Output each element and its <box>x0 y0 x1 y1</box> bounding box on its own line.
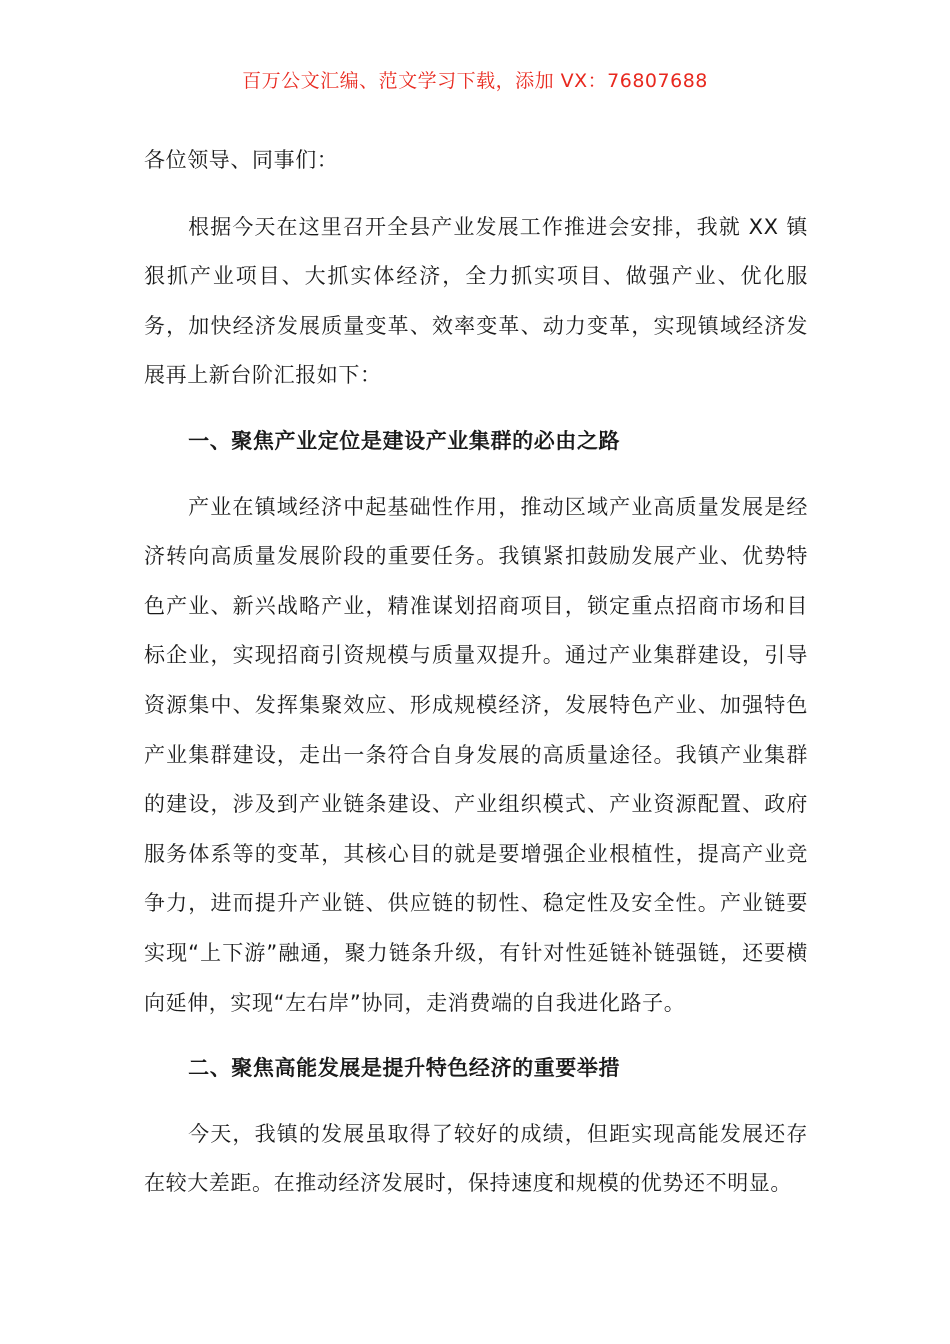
document-body <box>144 136 808 1209</box>
intro-paragraph: 根据今天在这里召开全县产业发展工作推进会安排，我就 XX 镇狠抓产业项目、大抓实体经济，全力抓实项目、做强产业、优化服务，加快经济发展质量变革、效率变革、动力变革，实现镇域经济发展再上新台阶汇报如下： <box>144 214 808 388</box>
watermark-header: 百万公文汇编、范文学习下载，添加 VX：76807688 <box>242 70 708 92</box>
section-2-heading: 二、聚焦高能发展是提升特色经济的重要举措 <box>188 1056 621 1081</box>
section-1-heading: 一、聚焦产业定位是建设产业集群的必由之路 <box>188 428 621 453</box>
section-2-paragraph: 今天，我镇的发展虽取得了较好的成绩，但距实现高能发展还存在较大差距。在推动经济发展时，保持速度和规模的优势还不明显。 <box>144 1121 808 1196</box>
section-1-paragraph: 产业在镇域经济中起基础性作用，推动区域产业高质量发展是经济转向高质量发展阶段的重要任务。我镇紧扣鼓励发展产业、优势特色产业、新兴战略产业，精准谋划招商项目，锁定重点招商市场和目标企业，实现招商引资规模与质量双提升。通过产业集群建设，引导资源集中、发挥集聚效应、形成规模经济，发展特色产业、加强特色产业集群建设，走出一条符合自身发展的高质量途径。我镇产业集群的建设，涉及到产业链条建设、产业组织模式、产业资源配置、政府服务体系等的变革，其核心目的就是要增强企业根植性，提高产业竞争力，进而提升产业链、供应链的韧性、稳定性及安全性。产业链要实现“上下游”融通，聚力链条升级，有针对性延链补链强链，还要横向延伸，实现“左右岸”协同，走消费端的自我进化路子。 <box>144 494 808 1015</box>
salutation: 各位领导、同事们： <box>144 148 339 172</box>
